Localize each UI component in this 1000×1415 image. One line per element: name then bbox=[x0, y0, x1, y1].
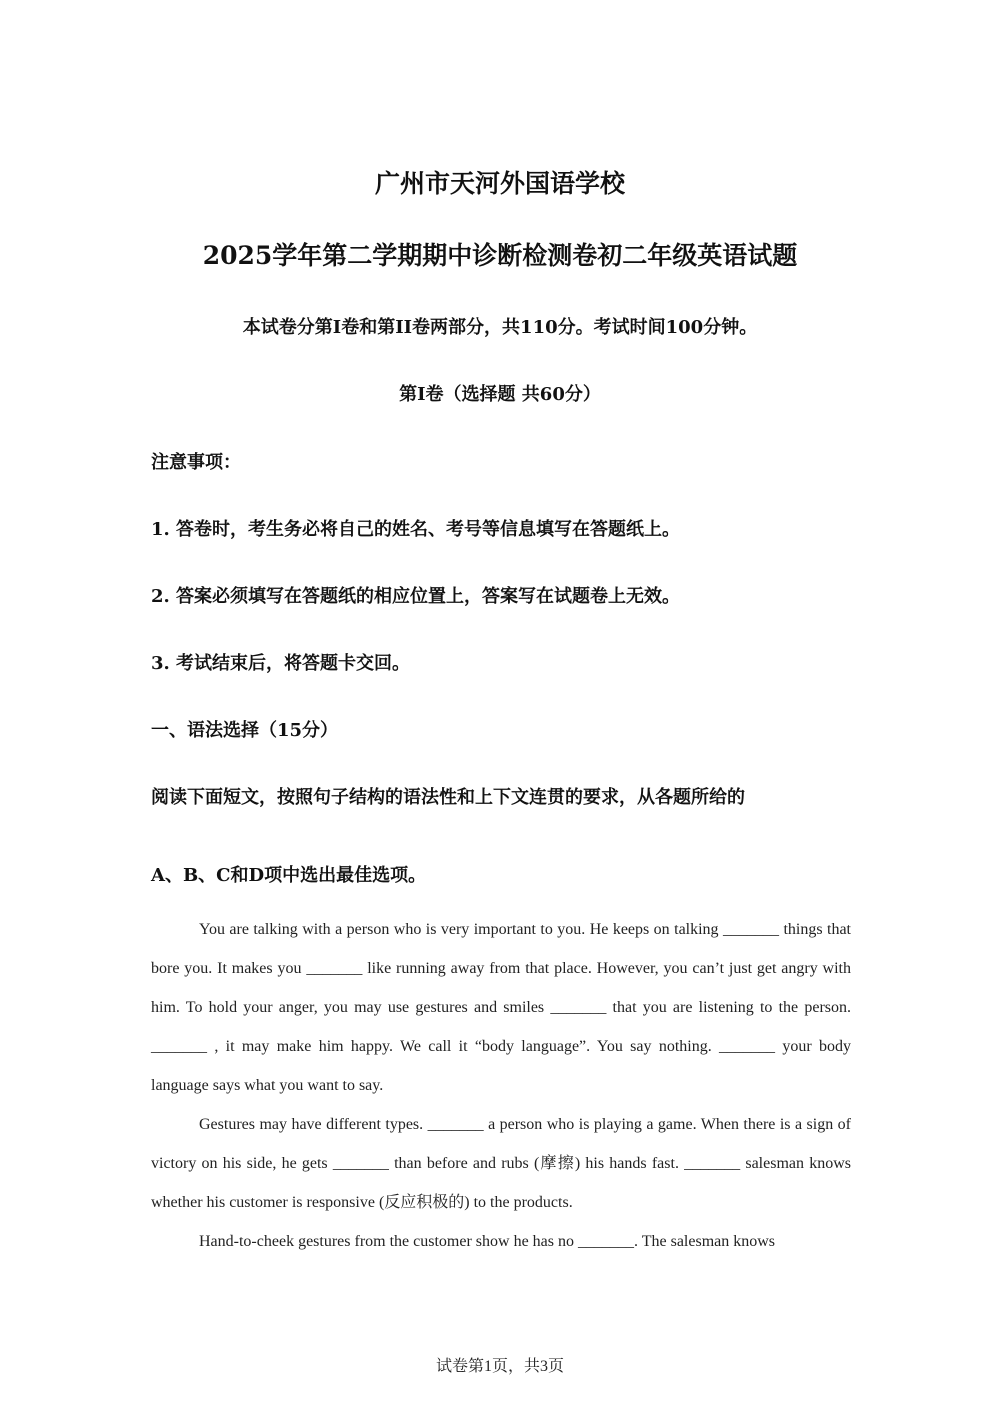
part1-heading: 一、语法选择（15分） bbox=[151, 720, 339, 741]
reading-passage bbox=[151, 910, 851, 1261]
passage-paragraph-2: Gestures may have different types. _______ a person who is playing a game. When there is a sign of victory on his side, he gets _______ than before and rubs (摩擦) his hands fast. _______ salesman knows whether his customer is responsive (反应积极的) to the products. bbox=[151, 1116, 851, 1211]
notes-heading: 注意事项： bbox=[151, 452, 241, 473]
note-item-2: 2. 答案必须填写在答题纸的相应位置上，答案写在试题卷上无效。 bbox=[151, 586, 681, 607]
passage-paragraph-1: You are talking with a person who is very important to you. He keeps on talking _______ things that bore you. It makes you _______ like running away from that place. However, you can’t just get angry with him. To hold your anger, you may use gestures and smiles _______ that you are listening to the person. _______ , it may make him happy. We call it “body language”. You say nothing. _______ your body language says what you want to say. bbox=[151, 921, 851, 1094]
exam-info: 本试卷分第I卷和第II卷两部分，共110分。考试时间100分钟。 bbox=[242, 317, 758, 338]
note-item-3: 3. 考试结束后，将答题卡交回。 bbox=[151, 653, 411, 674]
page-footer: 试卷第1页，共3页 bbox=[435, 1358, 564, 1375]
school-name: 广州市天河外国语学校 bbox=[374, 169, 625, 198]
note-item-1: 1. 答卷时，考生务必将自己的姓名、考号等信息填写在答题纸上。 bbox=[151, 519, 681, 540]
exam-title: 2025学年第二学期期中诊断检测卷初二年级英语试题 bbox=[202, 241, 798, 270]
part1-instruction-line1: 阅读下面短文，按照句子结构的语法性和上下文连贯的要求，从各题所给的 bbox=[151, 787, 745, 808]
section-heading: 第I卷（选择题 共60分） bbox=[399, 384, 601, 405]
part1-instruction-line2: A、B、C和D项中选出最佳选项。 bbox=[151, 865, 427, 886]
passage-paragraph-3: Hand-to-cheek gestures from the customer show he has no _______. The salesman knows bbox=[199, 1233, 776, 1250]
